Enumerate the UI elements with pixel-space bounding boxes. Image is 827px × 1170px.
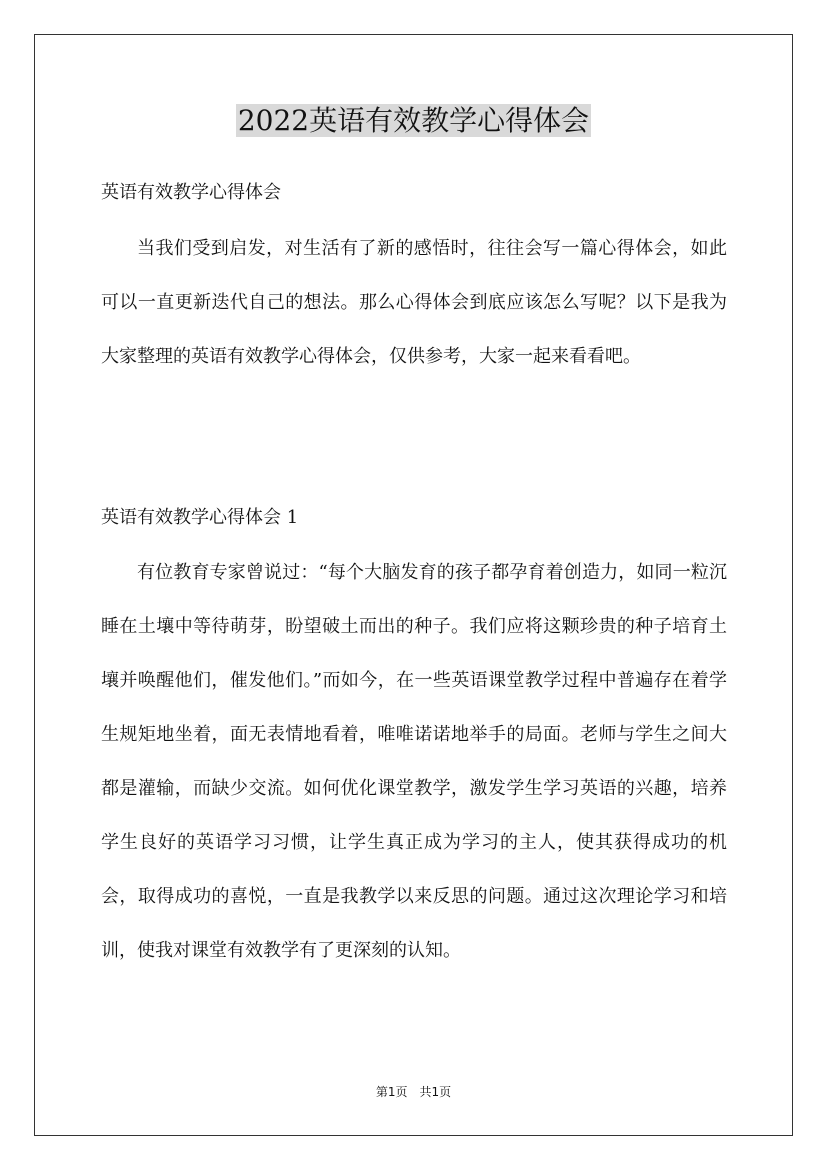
section-heading: 英语有效教学心得体会 1 [101, 507, 299, 528]
document-subtitle: 英语有效教学心得体会 [101, 182, 281, 203]
page-footer: 第1页 共1页 [375, 1085, 452, 1099]
intro-paragraph: 当我们受到启发，对生活有了新的感悟时，往往会写一篇心得体会，如此可以一直更新迭代自己的想法。那么心得体会到底应该怎么写呢？以下是我为大家整理的英语有效教学心得体会，仅供参考，大家一起来看看吧。 [101, 238, 727, 367]
title-text: 2022英语有效教学心得体会 [237, 104, 590, 137]
section-paragraph: 有位教育专家曾说过：“每个大脑发育的孩子都孕育着创造力，如同一粒沉睡在土壤中等待萌芽，盼望破土而出的种子。我们应将这颗珍贵的种子培育土壤并唤醒他们，催发他们。”而如今，在一些英语课堂教学过程中普遍存在着学生规矩地坐着，面无表情地看着，唯唯诺诺地举手的局面。老师与学生之间大都是灌输，而缺少交流。如何优化课堂教学，激发学生学习英语的兴趣，培养学生良好的英语学习习惯，让学生真正成为学习的主人，使其获得成功的机会，取得成功的喜悦，一直是我教学以来反思的问题。通过这次理论学习和培训，使我对课堂有效教学有了更深刻的认知。 [101, 562, 727, 961]
document-title [0, 100, 827, 142]
